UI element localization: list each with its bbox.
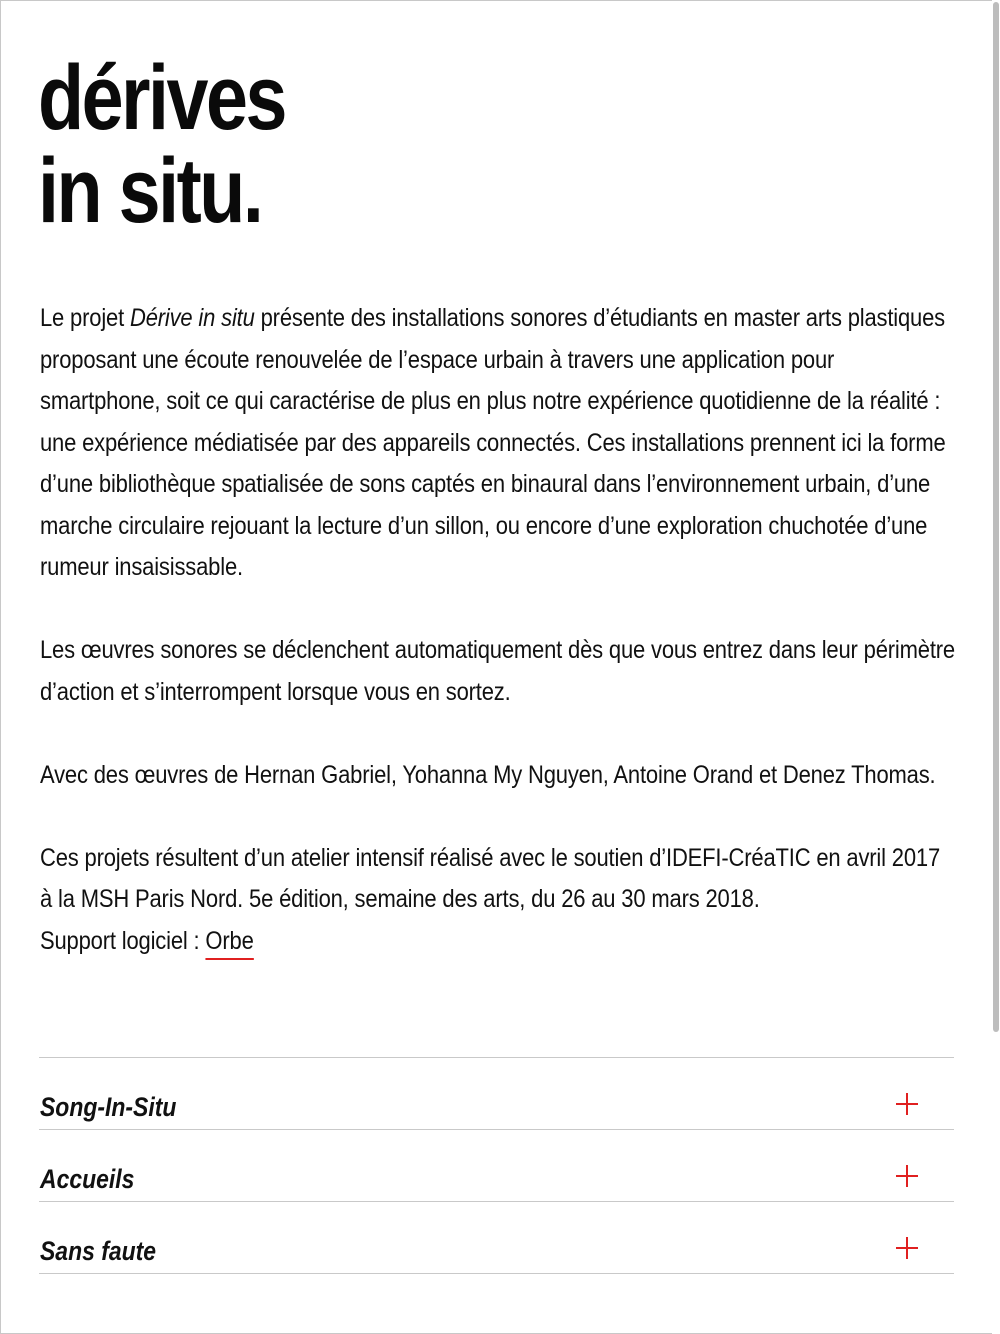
accordion-item-accueils[interactable]: [39, 1130, 954, 1202]
description: [40, 298, 955, 962]
accordion: [39, 1057, 954, 1274]
trigger-paragraph: Les œuvres sonores se déclenchent automatiquement dès que vous entrez dans leur périmètre d’action et s’interrompent lorsque vous en sortez.: [40, 636, 955, 706]
accordion-item-sans-faute[interactable]: [39, 1202, 954, 1274]
page-title: [38, 47, 286, 242]
title-line-2: in situ.: [38, 140, 262, 242]
plus-icon[interactable]: [896, 1165, 918, 1187]
project-name: Dérive in situ: [129, 304, 255, 332]
scrollbar[interactable]: [992, 0, 1000, 1334]
context-paragraph: Ces projets résultent d’un atelier intensif réalisé avec le soutien d’IDEFI-CréaTIC en avril 2017 à la MSH Paris Nord. 5e édition, semaine des arts, du 26 au 30 mars 2018.: [40, 843, 941, 913]
plus-icon[interactable]: [896, 1237, 918, 1259]
title-line-1: dérives: [38, 47, 286, 149]
accordion-item-label: Sans faute: [40, 1236, 157, 1266]
plus-icon[interactable]: [896, 1093, 918, 1115]
accordion-item-label: Accueils: [40, 1164, 135, 1194]
intro-paragraph: [40, 298, 955, 589]
support-line: [40, 921, 955, 963]
artists-paragraph: Avec des œuvres de Hernan Gabriel, Yohanna My Nguyen, Antoine Orand et Denez Thomas.: [40, 760, 936, 789]
intro-text-start: Le projet: [40, 304, 130, 332]
support-label: Support logiciel :: [40, 926, 206, 955]
orbe-link[interactable]: Orbe: [205, 927, 253, 960]
intro-text-rest: présente des installations sonores d’étudiants en master arts plastiques proposant une écoute renouvelée de l’espace urbain à travers une application pour smartphone, soit ce qui caractérise de plus en plus notre expérience quotidienne de la réalité : une expérience médiatisée par des appareils connectés. Ces installations prennent ici la forme d’une bibliothèque spatialisée de sons captés en binaural dans l’environnement urbain, d’une marche circulaire rejouant la lecture d’un sillon, ou encore d’une exploration chuchotée d’une rumeur insaisissable.: [40, 304, 946, 581]
accordion-item-label: Song-In-Situ: [40, 1092, 177, 1122]
accordion-item-song-in-situ[interactable]: [39, 1058, 954, 1130]
scrollbar-thumb[interactable]: [993, 2, 999, 1032]
